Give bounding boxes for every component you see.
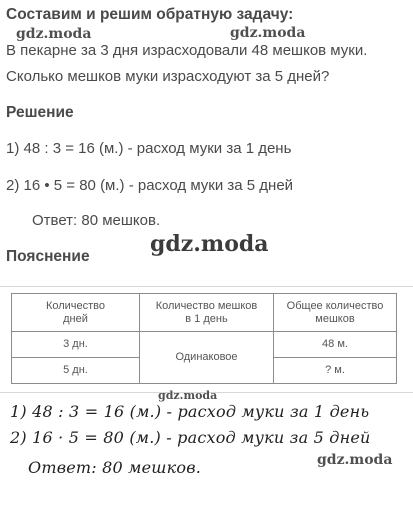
table-header-days: Количество дней bbox=[12, 294, 140, 332]
solution-step-2: 2) 16 • 5 = 80 (м.) - расход муки за 5 дней bbox=[6, 177, 294, 194]
explanation-table bbox=[11, 293, 397, 384]
watermark: gdz.moda bbox=[158, 389, 218, 402]
page-title: Составим и решим обратную задачу: bbox=[6, 6, 294, 23]
handwritten-line-3: Ответ: 80 мешков. bbox=[28, 458, 202, 477]
solution-step-1: 1) 48 : 3 = 16 (м.) - расход муки за 1 день bbox=[6, 140, 292, 157]
explanation-heading: Пояснение bbox=[6, 248, 90, 265]
table-header-total: Общее количество мешков bbox=[274, 294, 397, 332]
solution-answer: Ответ: 80 мешков. bbox=[32, 212, 161, 229]
problem-line-2: Сколько мешков муки израсходуют за 5 дней? bbox=[6, 68, 330, 85]
handwritten-line-2: 2) 16 · 5 = 80 (м.) - расход муки за 5 дней bbox=[10, 428, 371, 447]
table-cell-total: 48 м. bbox=[274, 332, 397, 358]
handwritten-line-1: 1) 48 : 3 = 16 (м.) - расход муки за 1 день bbox=[10, 402, 370, 421]
background-line bbox=[0, 286, 413, 287]
watermark: gdz.moda bbox=[317, 452, 393, 468]
table-cell-total: ? м. bbox=[274, 358, 397, 384]
table-cell-merged: Одинаковое bbox=[140, 332, 274, 384]
table-header-per-day: Количество мешков в 1 день bbox=[140, 294, 274, 332]
table-cell-days: 5 дн. bbox=[12, 358, 140, 384]
problem-line-1: В пекарне за 3 дня израсходовали 48 мешков муки. bbox=[6, 42, 368, 59]
watermark: gdz.moda bbox=[230, 25, 306, 41]
watermark: gdz.moda bbox=[16, 26, 92, 42]
watermark: gdz.moda bbox=[150, 231, 269, 257]
solution-heading: Решение bbox=[6, 104, 74, 121]
table-cell-days: 3 дн. bbox=[12, 332, 140, 358]
